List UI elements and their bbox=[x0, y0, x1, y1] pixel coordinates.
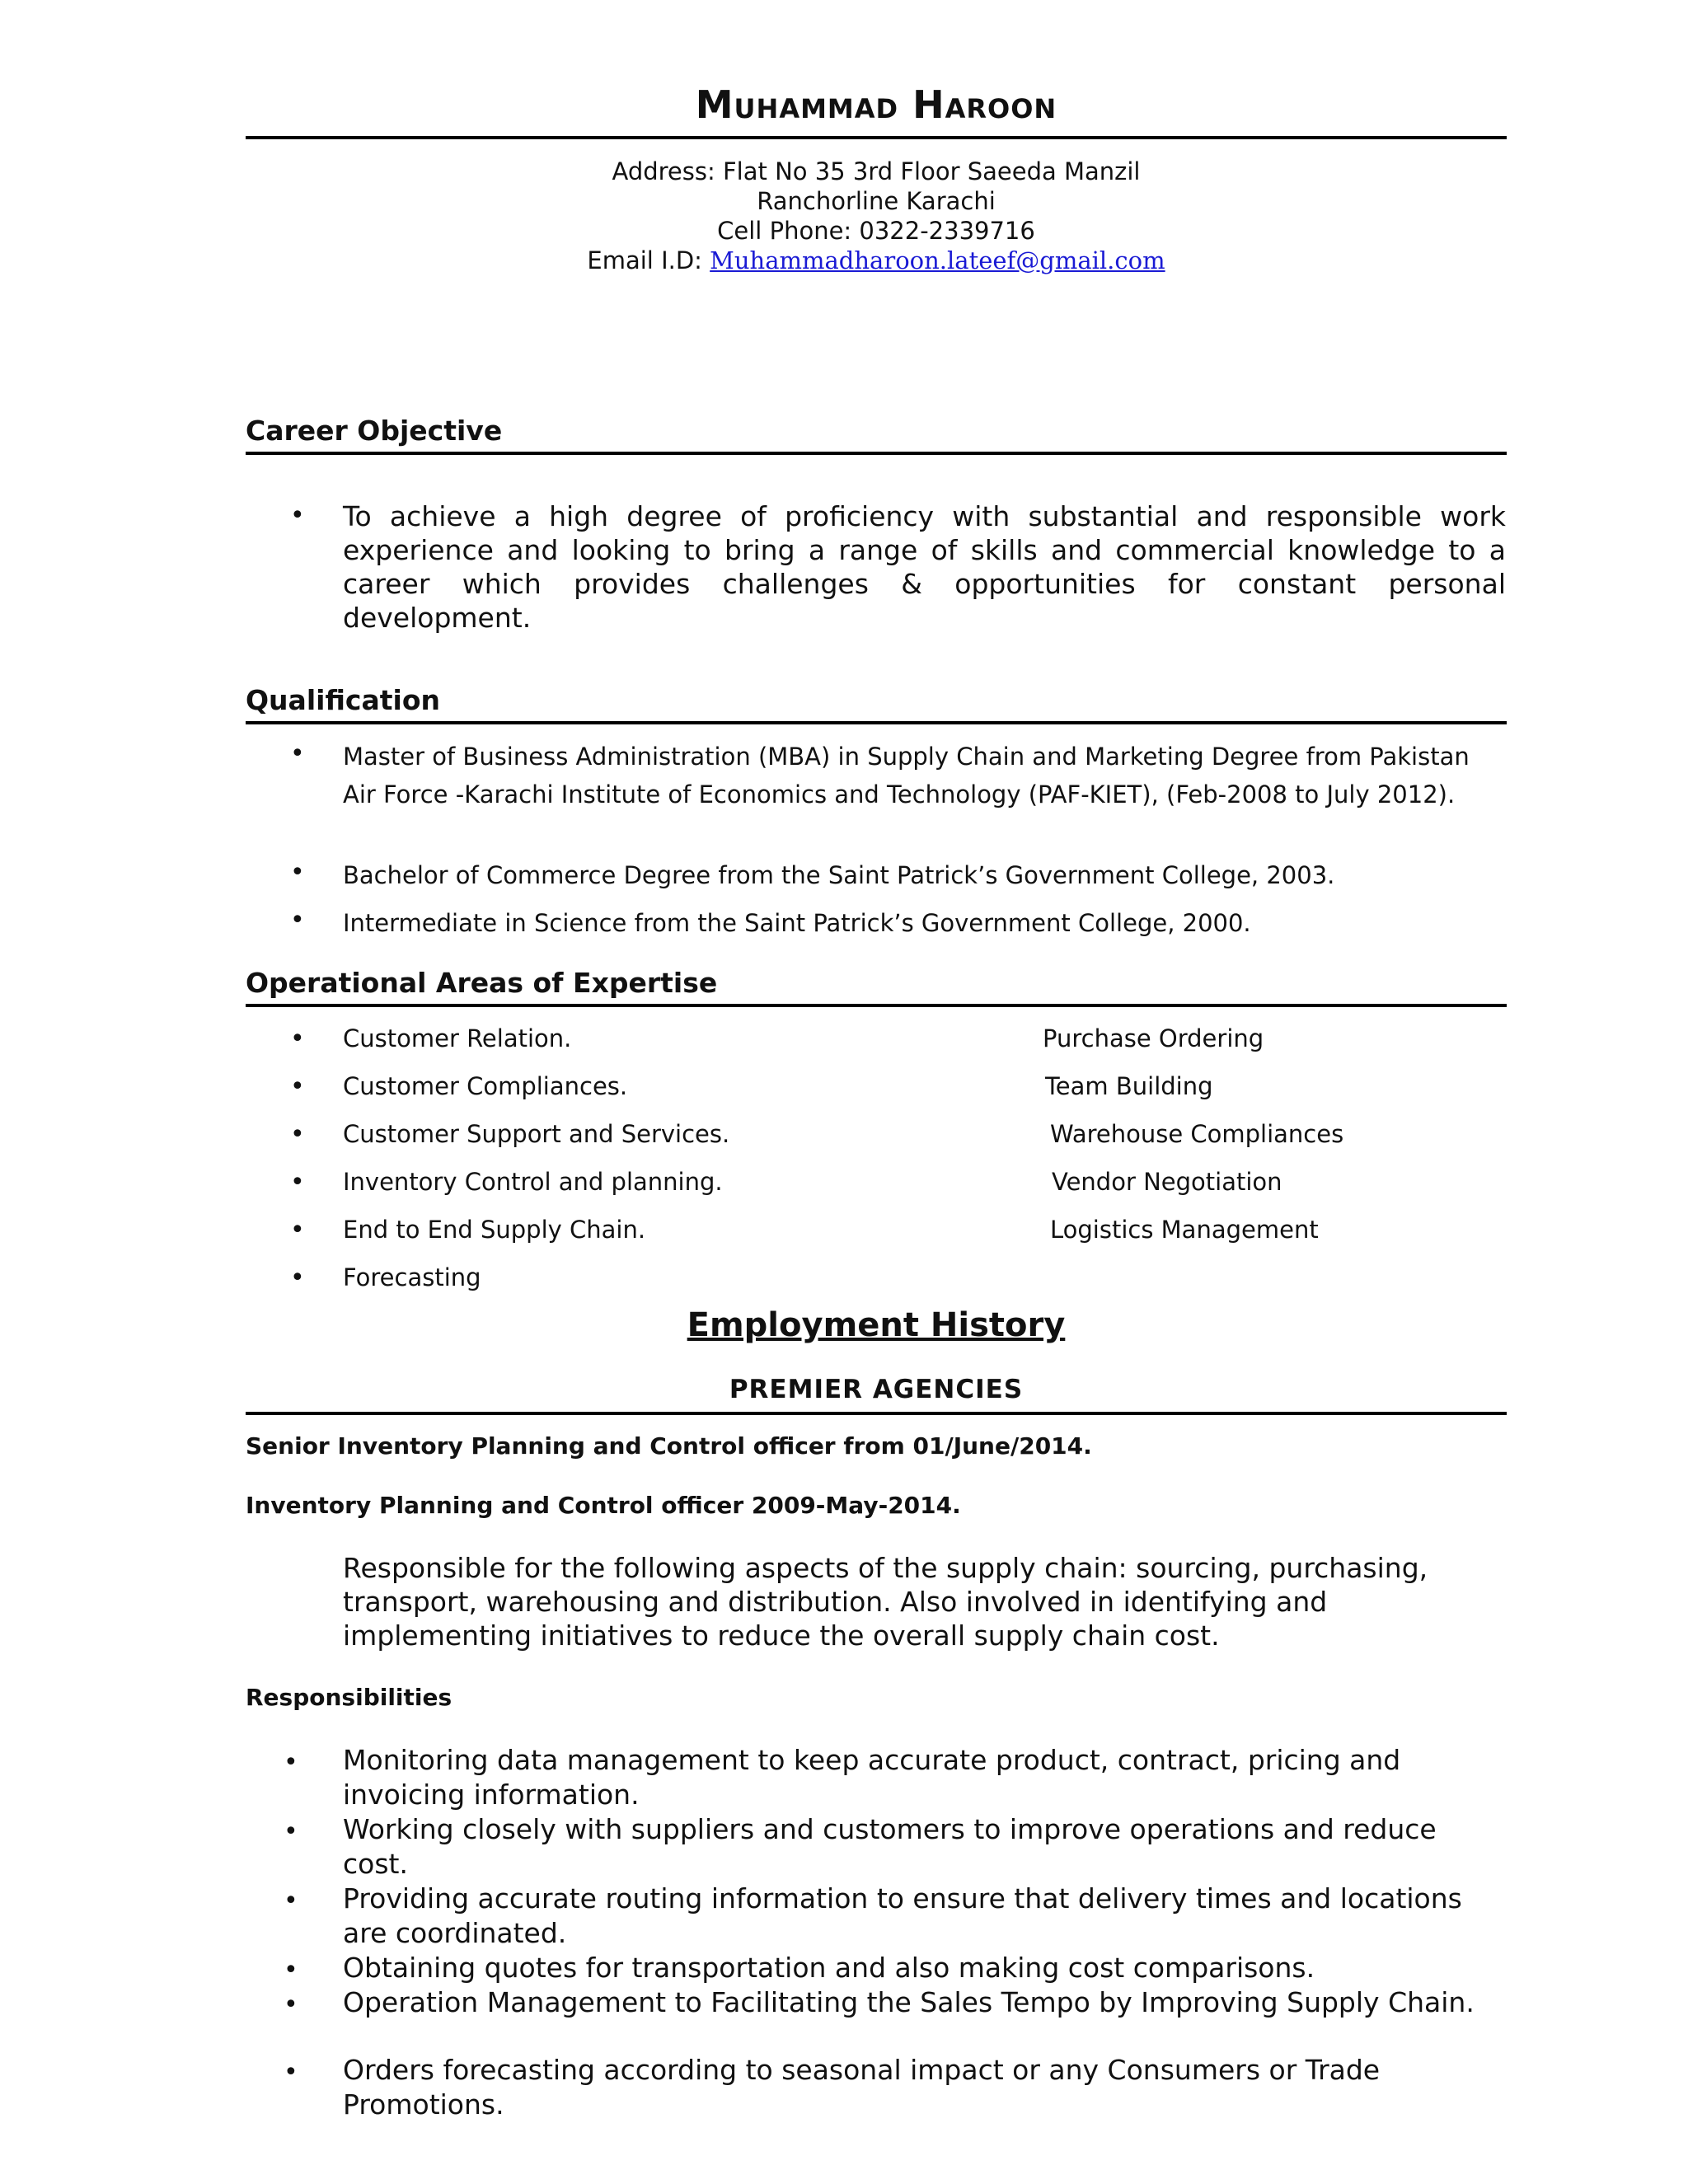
employment-history-heading: Employment History bbox=[687, 1306, 1066, 1344]
address-line-1: Address: Flat No 35 3rd Floor Saeeda Manzil bbox=[612, 157, 1141, 185]
qualification-item: Bachelor of Commerce Degree from the Saint Patrick’s Government College, 2003. bbox=[343, 861, 1335, 889]
contact-block bbox=[246, 157, 1507, 275]
skill-item: Inventory Control and planning. bbox=[343, 1168, 723, 1196]
responsibility-item: Working closely with suppliers and customers to improve operations and reduce cost. bbox=[343, 1813, 1437, 1880]
bullet-icon: • bbox=[290, 1072, 305, 1101]
skill-item: Forecasting bbox=[343, 1263, 481, 1291]
skill-item-right: Vendor Negotiation bbox=[1052, 1168, 1282, 1196]
email-line bbox=[246, 246, 1507, 275]
qualification-heading: Qualification bbox=[246, 684, 440, 716]
qualification-item: Master of Business Administration (MBA) in Supply Chain and Marketing Degree from Pakistan Air Force -Karachi Institute of Economics and Technology (PAF-KIET), (Feb-2008 to July 2012). bbox=[343, 743, 1470, 808]
job-description: Responsible for the following aspects of the supply chain: sourcing, purchasing, transport, warehousing and distribution. Also involved in identifying and implementing initiatives to reduce the overall supply chain cost. bbox=[343, 1552, 1428, 1652]
responsibility-item: Monitoring data management to keep accurate product, contract, pricing and invoicing information. bbox=[343, 1744, 1401, 1811]
email-label: Email I.D: bbox=[587, 246, 710, 274]
skill-item: Customer Support and Services. bbox=[343, 1120, 730, 1148]
company-name: PREMIER AGENCIES bbox=[729, 1375, 1024, 1404]
bullet-icon: • bbox=[290, 1120, 305, 1149]
responsibilities-heading: Responsibilities bbox=[246, 1684, 452, 1711]
bullet-icon: • bbox=[290, 906, 305, 935]
email-link[interactable]: Muhammadharoon.lateef@gmail.com bbox=[710, 246, 1165, 274]
bullet-icon: • bbox=[290, 739, 305, 768]
qualification-item: Intermediate in Science from the Saint Patrick’s Government College, 2000. bbox=[343, 909, 1251, 937]
bullet-icon: • bbox=[290, 1024, 305, 1053]
bullet-icon: • bbox=[284, 1956, 298, 1985]
skill-item-right: Warehouse Compliances bbox=[1050, 1120, 1344, 1148]
responsibility-item: Providing accurate routing information to ensure that delivery times and locations are coordinated. bbox=[343, 1882, 1462, 1949]
bullet-icon: • bbox=[290, 858, 305, 887]
expertise-rule bbox=[246, 1004, 1507, 1007]
skill-item: Customer Relation. bbox=[343, 1024, 572, 1052]
career-objective-heading: Career Objective bbox=[246, 415, 503, 447]
career-objective-text: To achieve a high degree of proficiency with substantial and responsible work experience and looking to bring a range of skills and commercial knowledge to a career which provides challenges & opportunities for constant personal development. bbox=[343, 500, 1506, 634]
skill-item-right: Logistics Management bbox=[1050, 1216, 1319, 1244]
bullet-icon: • bbox=[284, 1886, 298, 1915]
expertise-left-list bbox=[290, 1024, 1506, 1305]
expertise-heading: Operational Areas of Expertise bbox=[246, 967, 718, 999]
job-title-previous: Inventory Planning and Control officer 2009-May-2014. bbox=[246, 1492, 961, 1519]
skill-item-right: Purchase Ordering bbox=[1043, 1024, 1264, 1052]
bullet-icon: • bbox=[284, 1990, 298, 2019]
job-title-current: Senior Inventory Planning and Control officer from 01/June/2014. bbox=[246, 1432, 1092, 1460]
company-rule bbox=[246, 1412, 1507, 1415]
bullet-icon: • bbox=[284, 2058, 298, 2087]
skill-item: End to End Supply Chain. bbox=[343, 1216, 646, 1244]
qualification-list bbox=[290, 738, 1506, 944]
career-objective-list bbox=[290, 499, 1506, 640]
responsibilities-list bbox=[284, 1743, 1506, 2139]
responsibility-item: Obtaining quotes for transportation and also making cost comparisons. bbox=[343, 1952, 1315, 1984]
bullet-icon: • bbox=[284, 1817, 298, 1846]
candidate-name: Muhammad Haroon bbox=[695, 82, 1057, 127]
bullet-icon: • bbox=[290, 1168, 305, 1197]
responsibility-item: Operation Management to Facilitating the Sales Tempo by Improving Supply Chain. bbox=[343, 1986, 1475, 2018]
skill-item-right: Team Building bbox=[1045, 1072, 1213, 1100]
qualification-rule bbox=[246, 721, 1507, 724]
address-line-2: Ranchorline Karachi bbox=[757, 187, 996, 215]
bullet-icon: • bbox=[290, 1216, 305, 1244]
bullet-icon: • bbox=[290, 1263, 305, 1292]
skill-item: Customer Compliances. bbox=[343, 1072, 628, 1100]
career-objective-rule bbox=[246, 452, 1507, 455]
bullet-icon: • bbox=[284, 1748, 298, 1777]
bullet-icon: • bbox=[290, 501, 305, 530]
phone-line: Cell Phone: 0322-2339716 bbox=[717, 217, 1035, 245]
header-rule bbox=[246, 136, 1507, 139]
responsibility-item: Orders forecasting according to seasonal impact or any Consumers or Trade Promotions. bbox=[343, 2054, 1381, 2121]
